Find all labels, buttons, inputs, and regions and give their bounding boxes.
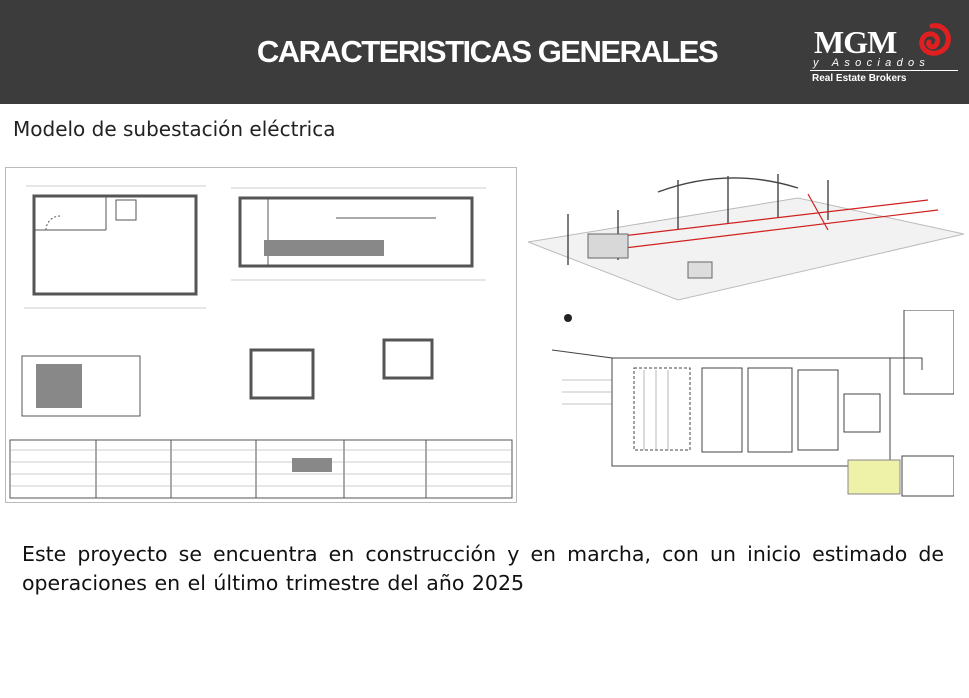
logo-tagline: y Asociados — [813, 57, 931, 69]
architectural-floor-plans — [5, 167, 517, 503]
site-plan-drawing-icon — [552, 310, 954, 500]
swirl-logo-icon — [912, 22, 952, 58]
header-bar — [0, 0, 969, 104]
substation-site-plan — [552, 310, 954, 500]
company-logo — [808, 20, 960, 90]
project-description: Este proyecto se encuentra en construcción y en marcha, con un inicio estimado de operaciones en el último trimestre del año 2025 — [22, 542, 944, 595]
blueprint-drawing-icon — [6, 168, 516, 502]
logo-wordmark: MGM — [814, 24, 897, 60]
substation-3d-model — [528, 170, 964, 310]
isometric-structure-icon — [528, 170, 964, 310]
page-title: CARACTERISTICAS GENERALES — [256, 34, 718, 69]
logo-divider — [810, 70, 958, 71]
section-subtitle: Modelo de subestación eléctrica — [13, 117, 336, 141]
logo-subtitle: Real Estate Brokers — [812, 73, 907, 84]
